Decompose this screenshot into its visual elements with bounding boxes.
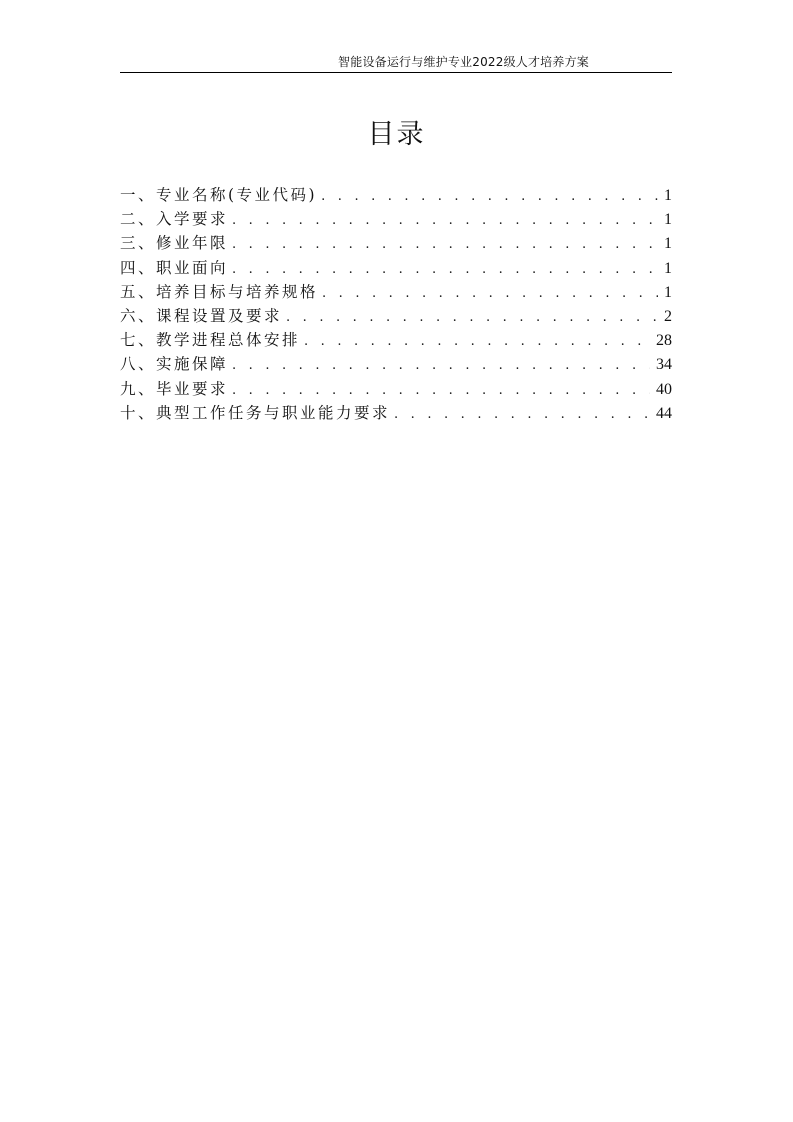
toc-entry-label: 十、典型工作任务与职业能力要求 xyxy=(120,403,391,422)
toc-dot-leader xyxy=(232,262,658,277)
toc-entry-page: 1 xyxy=(664,259,672,277)
toc-entry-page: 1 xyxy=(664,235,672,253)
toc-dot-leader xyxy=(304,334,650,349)
toc-entry-label: 二、入学要求 xyxy=(120,210,229,229)
toc-entry-label: 七、教学进程总体安排 xyxy=(120,331,301,350)
toc-entry-page: 34 xyxy=(656,356,672,374)
toc-dot-leader xyxy=(232,237,658,252)
toc-entry[interactable] xyxy=(120,183,672,207)
toc-entry-label: 五、培养目标与培养规格 xyxy=(120,282,319,301)
toc-dot-leader xyxy=(232,358,650,373)
toc-dot-leader xyxy=(321,189,658,204)
toc-entry[interactable] xyxy=(120,304,672,328)
toc-entry[interactable] xyxy=(120,328,672,352)
toc-entry-page: 1 xyxy=(664,211,672,229)
toc-entry[interactable] xyxy=(120,231,672,255)
toc-dot-leader xyxy=(286,310,658,325)
toc-entry-page: 2 xyxy=(664,307,672,325)
table-of-contents xyxy=(120,183,672,425)
toc-dot-leader xyxy=(394,407,650,422)
toc-entry[interactable] xyxy=(120,352,672,376)
toc-entry-page: 28 xyxy=(656,332,672,350)
toc-dot-leader xyxy=(322,286,658,301)
toc-entry[interactable] xyxy=(120,377,672,401)
toc-entry-page: 1 xyxy=(664,283,672,301)
page-header xyxy=(120,52,672,73)
toc-entry-page: 40 xyxy=(656,380,672,398)
toc-entry[interactable] xyxy=(120,207,672,231)
toc-dot-leader xyxy=(232,383,650,398)
toc-entry[interactable] xyxy=(120,280,672,304)
toc-entry-label: 六、课程设置及要求 xyxy=(120,306,283,325)
toc-entry-label: 八、实施保障 xyxy=(120,355,229,374)
toc-entry-label: 一、专业名称(专业代码) xyxy=(120,186,318,204)
toc-entry-label: 九、毕业要求 xyxy=(120,379,229,398)
toc-entry-page: 1 xyxy=(664,187,672,204)
toc-entry-page: 44 xyxy=(656,404,672,422)
toc-entry[interactable] xyxy=(120,401,672,425)
toc-dot-leader xyxy=(232,213,658,228)
header-title: 智能设备运行与维护专业2022级人才培养方案 xyxy=(338,55,589,69)
toc-entry-label: 三、修业年限 xyxy=(120,234,229,253)
toc-entry-label: 四、职业面向 xyxy=(120,258,229,277)
page-title: 目录 xyxy=(367,119,426,150)
toc-entry[interactable] xyxy=(120,256,672,280)
